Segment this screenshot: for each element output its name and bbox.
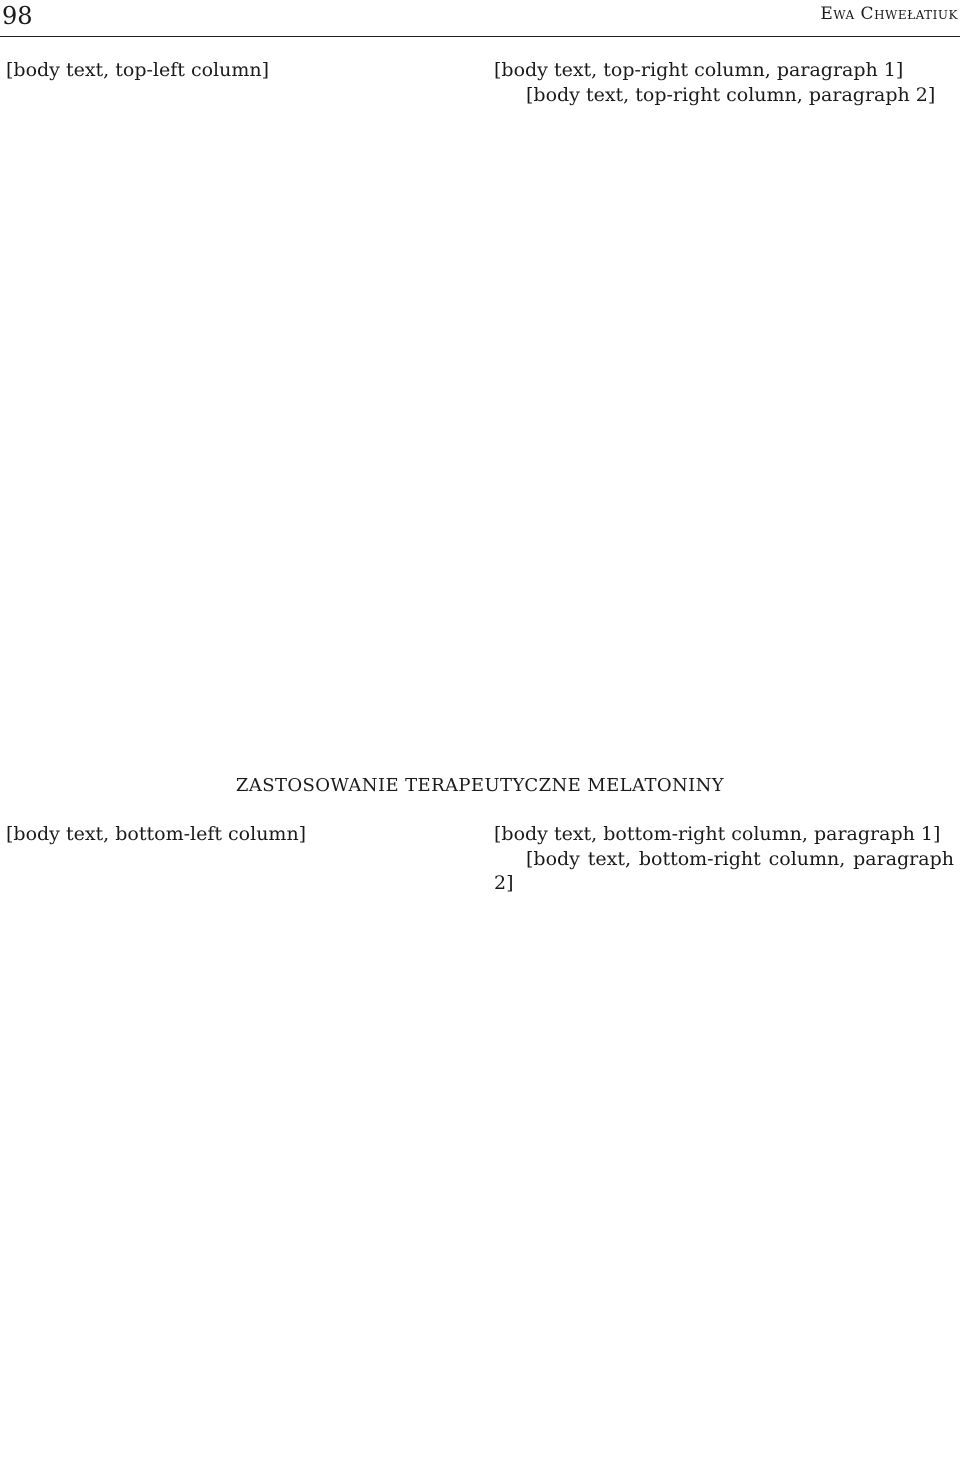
header-rule (0, 36, 960, 37)
bottom-right-column (494, 822, 954, 896)
running-head: Ewa Chwełatiuk (820, 4, 958, 24)
paragraph: [body text, bottom-right column, paragraph 1] (494, 823, 941, 845)
paragraph: [body text, bottom-left column] (6, 823, 307, 845)
paragraph: [body text, top-right column, paragraph 1] (494, 59, 904, 81)
section-title: ZASTOSOWANIE TERAPEUTYCZNE MELATONINY (235, 775, 725, 796)
paragraph: [body text, top-right column, paragraph 2] (526, 83, 936, 106)
paragraph: [body text, bottom-right column, paragraph 2] (494, 847, 954, 894)
bottom-left-column (6, 822, 465, 847)
top-right-column (494, 58, 954, 107)
page-header (0, 0, 960, 34)
top-left-column (6, 58, 465, 83)
page-number: 98 (2, 2, 33, 30)
paragraph: [body text, top-left column] (6, 59, 270, 81)
